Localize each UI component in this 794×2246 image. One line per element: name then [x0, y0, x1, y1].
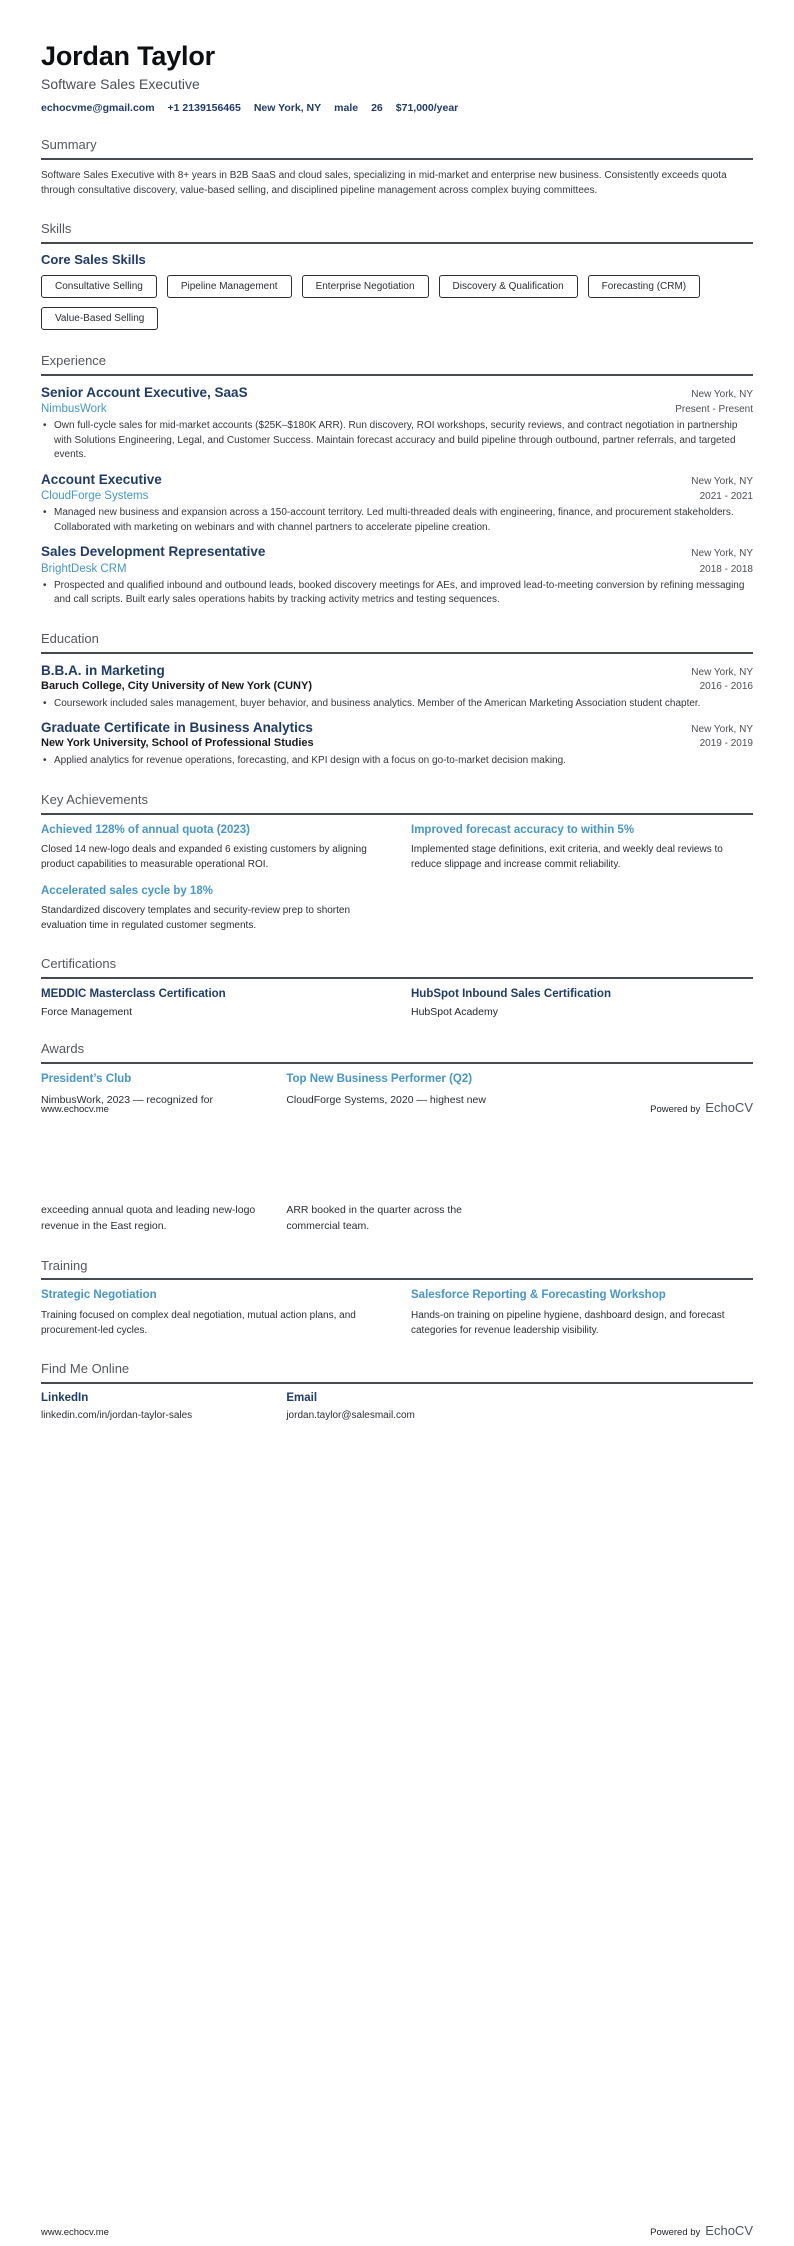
footer-site: www.echocv.me [41, 1104, 109, 1115]
certification-issuer: HubSpot Academy [411, 1005, 498, 1018]
job-title: Account Executive [41, 471, 162, 487]
training-heading: Training [41, 1259, 753, 1281]
achievement-title: Accelerated sales cycle by 18% [41, 885, 213, 897]
online-item [41, 1392, 262, 1421]
skill-chip: Pipeline Management [167, 275, 292, 298]
contact-salary: $71,000/year [395, 101, 459, 114]
section-experience [41, 354, 753, 608]
online-item-empty [532, 1392, 753, 1421]
job-entry [41, 385, 753, 463]
certification-item [411, 987, 753, 1017]
job-entry [41, 472, 753, 536]
education-heading: Education [41, 632, 753, 654]
online-value: linkedin.com/in/jordan-taylor-sales [41, 1409, 193, 1421]
online-label: Email [286, 1391, 318, 1404]
job-bullet: • Own full-cycle sales for mid-market accounts ($25K–$180K ARR). Run discovery, ROI workshops, security reviews, and contract negotiation in partnership with Solutions Engineering, Legal, and Customer Success. Maintain forecast accuracy and build pipeline through outbound, partner referrals, and targeted events. [41, 419, 753, 463]
job-bullet: • Prospected and qualified inbound and outbound leads, booked discovery meetings for AEs, and improved lead-to-meeting conversion by refining messaging and call scripts. Built early sales operations habits by tracking activity metrics and testing sequences. [41, 579, 753, 608]
contact-row [41, 102, 753, 114]
job-location: New York, NY [691, 388, 753, 400]
contact-gender: male [334, 101, 359, 114]
resume-page-2 [0, 1123, 794, 2246]
skills-heading: Skills [41, 222, 753, 244]
awards-heading: Awards [41, 1042, 753, 1064]
online-value: jordan.taylor@salesmail.com [286, 1409, 415, 1421]
experience-heading: Experience [41, 354, 753, 376]
skill-chip: Value-Based Selling [41, 307, 158, 330]
section-find-me-online [41, 1362, 753, 1421]
training-desc: Hands-on training on pipeline hygiene, dashboard design, and forecast categories for revenue leadership visibility. [411, 1309, 725, 1336]
training-item [41, 1288, 383, 1337]
section-awards [41, 1042, 753, 1109]
contact-phone: +1 2139156465 [167, 101, 241, 114]
achievements-grid [41, 823, 753, 934]
school-name: New York University, School of Professional Studies [41, 737, 314, 750]
certification-item [41, 987, 383, 1017]
job-dates: 2021 - 2021 [699, 490, 753, 502]
achievement-title: Improved forecast accuracy to within 5% [411, 823, 635, 836]
awards-continuation [41, 1203, 753, 1235]
award-desc: NimbusWork, 2023 — recognized for [41, 1094, 213, 1106]
award-desc-continued: exceeding annual quota and leading new-logo revenue in the East region. [41, 1204, 256, 1232]
school-name: Baruch College, City University of New York (CUNY) [41, 680, 312, 692]
footer-site: www.echocv.me [41, 2227, 109, 2238]
certifications-grid [41, 987, 753, 1017]
training-title: Strategic Negotiation [41, 1289, 157, 1302]
section-summary [41, 138, 753, 198]
candidate-title: Software Sales Executive [41, 75, 200, 92]
education-bullet: • Coursework included sales management, buyer behavior, and business analytics. Member of the American Marketing Association student chapter. [41, 697, 753, 712]
training-desc: Training focused on complex deal negotiation, mutual action plans, and procurement-led cycles. [41, 1309, 356, 1336]
training-item [411, 1288, 753, 1337]
education-location: New York, NY [691, 666, 753, 678]
skill-chip: Enterprise Negotiation [302, 275, 429, 298]
skill-chip-list [41, 275, 753, 330]
job-entry [41, 544, 753, 608]
education-dates: 2019 - 2019 [699, 738, 753, 750]
certification-name: MEDDIC Masterclass Certification [41, 988, 226, 1001]
footer-brand: EchoCV [705, 2223, 753, 2238]
contact-age: 26 [371, 101, 383, 114]
job-dates: 2018 - 2018 [699, 563, 753, 575]
section-certifications [41, 957, 753, 1017]
education-entry [41, 663, 753, 711]
training-title: Salesforce Reporting & Forecasting Workshop [411, 1289, 666, 1302]
degree-title: Graduate Certificate in Business Analytics [41, 720, 313, 736]
page-footer [41, 1100, 753, 1115]
summary-text: Software Sales Executive with 8+ years in B2B SaaS and cloud sales, specializing in mid-market and enterprise new business. Consistently exceeds quota through consultative discovery, value-based selling, and disciplined pipeline management across complex buying committees. [41, 169, 727, 196]
achievement-desc: Implemented stage definitions, exit criteria, and weekly deal reviews to reduce slippage and increase commit reliability. [411, 844, 723, 870]
page-footer [41, 2223, 753, 2238]
job-company: BrightDesk CRM [41, 562, 127, 575]
footer-powered [650, 1100, 753, 1115]
award-title: Top New Business Performer (Q2) [286, 1072, 473, 1085]
education-dates: 2016 - 2016 [699, 681, 753, 692]
skill-chip: Consultative Selling [41, 275, 157, 298]
certifications-heading: Certifications [41, 957, 753, 979]
footer-powered [650, 2223, 753, 2238]
achievement-desc: Closed 14 new-logo deals and expanded 6 existing customers by aligning product capabilities to measurable operational ROI. [41, 844, 367, 870]
job-title: Senior Account Executive, SaaS [41, 384, 248, 400]
summary-heading: Summary [41, 138, 753, 160]
job-location: New York, NY [691, 548, 753, 560]
education-bullet: • Applied analytics for revenue operations, forecasting, and KPI design with a focus on go-to-market decision making. [41, 754, 753, 769]
education-entry [41, 720, 753, 768]
candidate-name: Jordan Taylor [41, 41, 215, 71]
section-education [41, 632, 753, 769]
award-continued-empty [532, 1203, 753, 1235]
skill-chip: Discovery & Qualification [439, 275, 578, 298]
degree-title: B.B.A. in Marketing [41, 662, 165, 678]
education-location: New York, NY [691, 724, 753, 736]
training-grid [41, 1288, 753, 1337]
online-item [286, 1392, 507, 1421]
resume-header [41, 42, 753, 114]
contact-location: New York, NY [253, 101, 322, 114]
find-me-online-heading: Find Me Online [41, 1362, 753, 1384]
award-title: President’s Club [41, 1072, 132, 1085]
achievement-desc: Standardized discovery templates and security-review prep to shorten evaluation time in regulated customer segments. [41, 905, 351, 932]
achievement-title: Achieved 128% of annual quota (2023) [41, 823, 250, 836]
skill-chip: Forecasting (CRM) [588, 275, 700, 298]
achievements-heading: Key Achievements [41, 793, 753, 815]
job-location: New York, NY [691, 475, 753, 487]
achievement-item [41, 823, 383, 872]
certification-name: HubSpot Inbound Sales Certification [411, 988, 611, 1001]
section-achievements [41, 793, 753, 934]
section-skills [41, 222, 753, 330]
footer-powered-label: Powered by [650, 2227, 701, 2238]
job-company: CloudForge Systems [41, 489, 149, 502]
job-bullet: • Managed new business and expansion across a 150-account territory. Led multi-threaded deals with engineering, finance, and procurement stakeholders. Collaborated with marketing on webinars and with channel partners to accelerate pipeline creation. [41, 506, 753, 535]
section-training [41, 1259, 753, 1338]
job-dates: Present - Present [675, 403, 753, 415]
footer-brand: EchoCV [705, 1100, 753, 1115]
contact-email: echocvme@gmail.com [41, 101, 155, 114]
certification-issuer: Force Management [41, 1005, 133, 1018]
online-label: LinkedIn [41, 1391, 89, 1404]
skills-group-title: Core Sales Skills [41, 251, 146, 267]
job-company: NimbusWork [41, 402, 107, 415]
online-grid [41, 1392, 753, 1421]
award-desc: CloudForge Systems, 2020 — highest new [286, 1094, 486, 1106]
achievement-item [411, 823, 753, 872]
job-title: Sales Development Representative [41, 544, 266, 560]
award-desc-continued: ARR booked in the quarter across the commercial team. [286, 1204, 463, 1232]
footer-powered-label: Powered by [650, 1104, 701, 1115]
achievement-item [41, 884, 383, 933]
